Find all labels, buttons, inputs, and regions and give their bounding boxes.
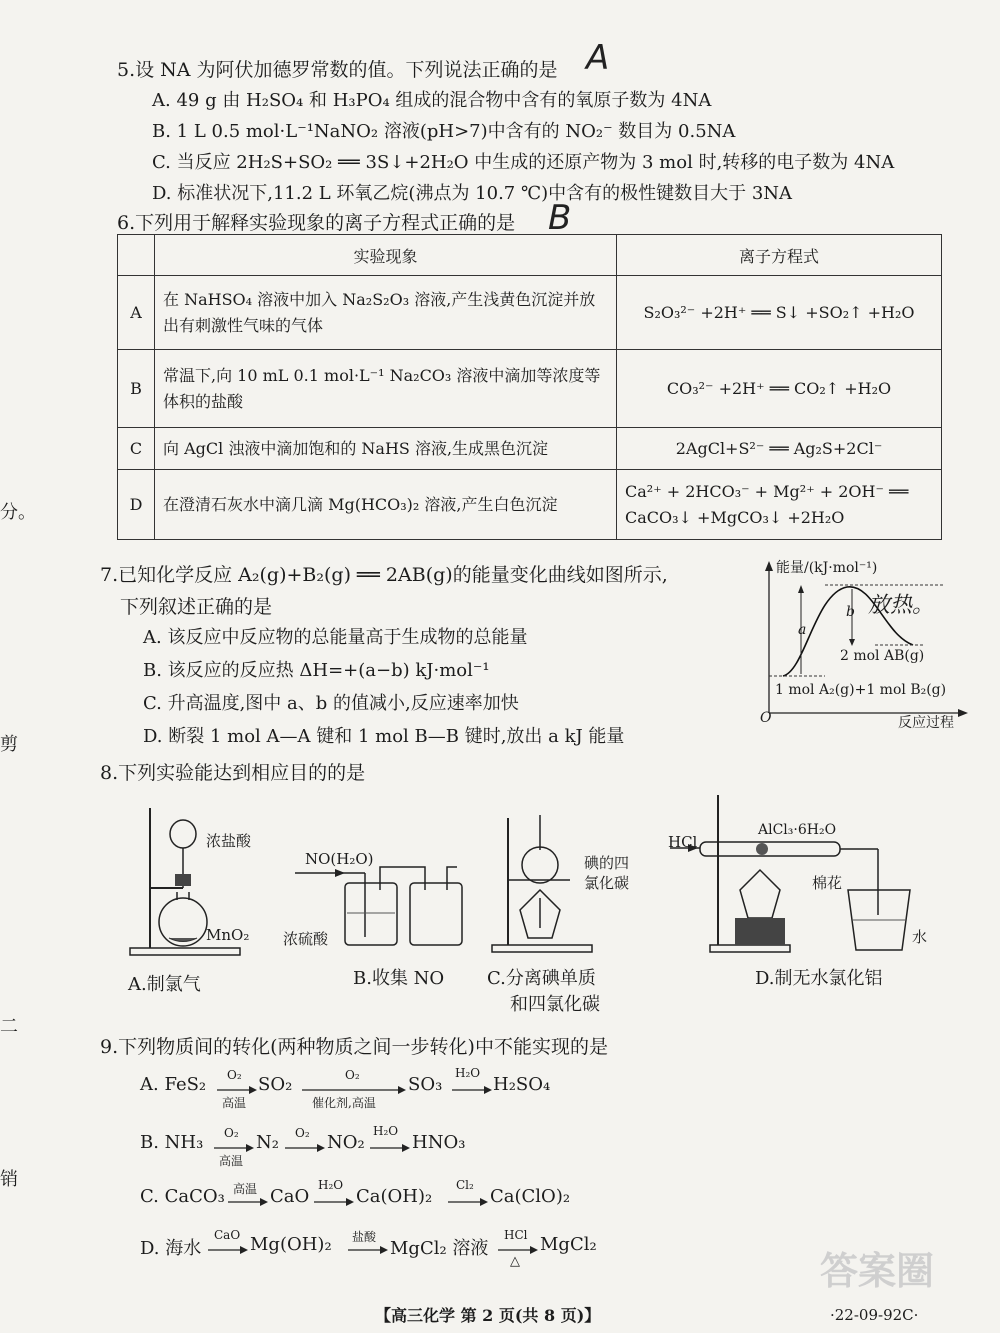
graph-xlabel: 反应过程: [898, 715, 954, 731]
stand-base: [130, 948, 240, 955]
graph-ylabel: 能量/(kJ·mol⁻¹): [776, 560, 878, 576]
q9-a-o3: H₂O: [455, 1066, 481, 1080]
exam-code: ·22-09-92C·: [830, 1306, 919, 1324]
q9-a-p2: SO₂: [258, 1074, 293, 1095]
graph-label-a: a: [798, 622, 807, 638]
row-equation: S₂O₃²⁻ +2H⁺ ══ S↓ +SO₂↑ +H₂O: [617, 276, 942, 350]
q9-a-u2: 催化剂,高温: [312, 1096, 376, 1110]
q9-a-p3: SO₃: [408, 1074, 443, 1095]
y-axis-arrow: [765, 561, 773, 571]
q9-d-o1: CaO: [214, 1228, 241, 1242]
q9-c-p4: Ca(ClO)₂: [490, 1186, 571, 1207]
d-label-water: 水: [912, 928, 928, 946]
a-caption: A.制氯气: [128, 974, 201, 995]
graph-handwritten-note: 放热。: [868, 593, 935, 618]
q8-stem: 8.下列实验能达到相应目的的是: [100, 762, 366, 784]
c-caption-line1: C.分离碘单质: [487, 968, 596, 989]
arrow-icon: [448, 1198, 488, 1206]
q9-b-p3: NO₂: [327, 1132, 365, 1153]
arrow-icon: [498, 1246, 538, 1254]
arrow-icon: [217, 1086, 257, 1094]
row-phenomenon: 常温下,向 10 mL 0.1 mol·L⁻¹ Na₂CO₃ 溶液中滴加等浓度等体积的盐酸: [155, 350, 617, 428]
q9-a-p1: A. FeS₂: [140, 1074, 207, 1095]
stand-base: [492, 945, 592, 952]
q9-b-p1: B. NH₃: [140, 1132, 204, 1153]
q9-a-p4: H₂SO₄: [493, 1074, 551, 1095]
margin-fragment-1: 分。: [0, 502, 36, 523]
q5-option-c: C. 当反应 2H₂S+SO₂ ══ 3S↓+2H₂O 中生成的还原产物为 3 mol 时,转移的电子数为 4NA: [152, 152, 895, 173]
d-label-cotton: 棉花: [812, 874, 843, 892]
graph-label-b: b: [846, 604, 855, 620]
arrow-icon: [370, 1144, 410, 1152]
page-footer: 【高三化学 第 2 页(共 8 页)】: [375, 1306, 601, 1325]
q9-d-p3: MgCl₂ 溶液: [390, 1238, 489, 1259]
q7-option-b: B. 该反应的反应热 ΔH=+(a−b) kJ·mol⁻¹: [143, 660, 490, 681]
row-label: C: [118, 428, 155, 470]
a-label-hcl: 浓盐酸: [206, 832, 252, 850]
stopper: [175, 874, 191, 886]
q7-stem-line1: 7.已知化学反应 A₂(g)+B₂(g) ══ 2AB(g)的能量变化曲线如图所示,: [100, 564, 668, 586]
dropping-funnel: [170, 820, 196, 848]
q7-stem-line2: 下列叙述正确的是: [120, 596, 273, 618]
lamp-block: [735, 918, 785, 945]
b-caption: B.收集 NO: [353, 968, 445, 989]
header-blank: [118, 235, 155, 276]
margin-fragment-2: 剪: [0, 734, 18, 755]
arrow-a-head: [798, 585, 804, 593]
c-caption-line2: 和四氯化碳: [510, 994, 600, 1015]
q9-d-o2: 盐酸: [352, 1230, 377, 1244]
q9-d-o3: HCl: [504, 1228, 528, 1242]
q9-d-p2: Mg(OH)₂: [250, 1234, 332, 1255]
stand-base: [710, 945, 790, 952]
q9-b-p2: N₂: [256, 1132, 279, 1153]
arrow-icon: [214, 1144, 254, 1152]
row-label: A: [118, 276, 155, 350]
apparatus-d-anhydrous-alcl3: [670, 790, 920, 955]
d-caption: D.制无水氯化铝: [755, 968, 883, 989]
flow-arrow: [335, 869, 345, 877]
x-axis-arrow: [958, 709, 968, 717]
mno2-solid: [169, 938, 197, 942]
q7-option-c: C. 升高温度,图中 a、b 的值减小,反应速率加快: [143, 693, 519, 714]
q5-stem: 5.设 NA 为阿伏加德罗常数的值。下列说法正确的是: [117, 59, 558, 81]
row-equation: Ca²⁺ + 2HCO₃⁻ + Mg²⁺ + 2OH⁻ ══ CaCO₃↓ +MgCO₃↓ +2H₂O: [617, 470, 942, 540]
margin-fragment-4: 销: [0, 1169, 18, 1190]
row-label: D: [118, 470, 155, 540]
graph-product-label: 2 mol AB(g): [840, 648, 925, 664]
connecting-tube: [380, 867, 425, 890]
watermark-logo: 答案圈: [820, 1248, 935, 1293]
q6-stem: 6.下列用于解释实验现象的离子方程式正确的是: [117, 212, 516, 234]
q9-b-o2: O₂: [295, 1126, 310, 1140]
q9-b-p4: HNO₃: [412, 1132, 466, 1153]
b-label-gas: NO(H₂O): [305, 850, 374, 868]
q5-option-b: B. 1 L 0.5 mol·L⁻¹NaNO₂ 溶液(pH>7)中含有的 NO₂⁻ 数目为 0.5NA: [152, 121, 736, 142]
table-row: [118, 470, 942, 540]
table-row: [118, 428, 942, 470]
bottle-1: [345, 883, 397, 945]
reaction-tube: [700, 842, 840, 856]
q5-option-a: A. 49 g 由 H₂SO₄ 和 H₃PO₄ 组成的混合物中含有的氧原子数为 4NA: [152, 90, 712, 111]
graph-origin: O: [760, 710, 772, 726]
c-label-1: 碘的四: [584, 854, 630, 872]
row-equation: 2AgCl+S²⁻ ══ Ag₂S+2Cl⁻: [617, 428, 942, 470]
q9-c-o2: H₂O: [318, 1178, 344, 1192]
q9-c-p1: C. CaCO₃: [140, 1186, 225, 1207]
row-equation: CO₃²⁻ +2H⁺ ══ CO₂↑ +H₂O: [617, 350, 942, 428]
q9-a-u1: 高温: [222, 1096, 247, 1110]
distilling-flask: [522, 847, 558, 883]
header-phenomenon: 实验现象: [155, 235, 617, 276]
q6-header-row: [118, 235, 942, 276]
table-row: [118, 276, 942, 350]
row-phenomenon: 在澄清石灰水中滴几滴 Mg(HCO₃)₂ 溶液,产生白色沉淀: [155, 470, 617, 540]
header-equation: 离子方程式: [617, 235, 942, 276]
c-label-2: 氯化碳: [584, 874, 630, 892]
arrow-icon: [285, 1144, 325, 1152]
row-phenomenon: 在 NaHSO₄ 溶液中加入 Na₂S₂O₃ 溶液,产生浅黄色沉淀并放出有刺激性气味的气体: [155, 276, 617, 350]
q9-stem: 9.下列物质间的转化(两种物质之间一步转化)中不能实现的是: [100, 1036, 608, 1058]
q9-d-p4: MgCl₂: [540, 1234, 597, 1255]
q5-handwritten-answer: A: [586, 38, 610, 78]
solid-sample: [756, 843, 768, 855]
q9-c-p3: Ca(OH)₂: [356, 1186, 433, 1207]
q7-option-d: D. 断裂 1 mol A—A 键和 1 mol B—B 键时,放出 a kJ 能量: [143, 726, 625, 747]
q9-d-p1: D. 海水: [140, 1238, 202, 1259]
q9-a-o2: O₂: [345, 1068, 360, 1082]
arrow-icon: [348, 1246, 388, 1254]
q9-b-o1: O₂: [224, 1126, 239, 1140]
q5-option-d: D. 标准状况下,11.2 L 环氧乙烷(沸点为 10.7 ℃)中含有的极性键数目大于 3NA: [152, 183, 793, 204]
q9-a-o1: O₂: [227, 1068, 242, 1082]
q6-table: [117, 234, 942, 540]
arrow-icon: [452, 1086, 492, 1094]
arrow-icon: [208, 1246, 248, 1254]
arrow-icon: [314, 1198, 354, 1206]
arrow-b-head: [849, 639, 855, 646]
q9-c-o1: 高温: [233, 1182, 258, 1196]
q6-handwritten-answer: B: [548, 198, 572, 238]
q9-b-o3: H₂O: [373, 1124, 399, 1138]
margin-fragment-3: 二: [0, 1016, 18, 1037]
q9-c-p2: CaO: [270, 1186, 310, 1207]
row-label: B: [118, 350, 155, 428]
arrow-icon: [228, 1198, 268, 1206]
row-phenomenon: 向 AgCl 浊液中滴加饱和的 NaHS 溶液,生成黑色沉淀: [155, 428, 617, 470]
table-row: [118, 350, 942, 428]
a-label-mno2: MnO₂: [206, 926, 250, 944]
arrow-icon: [302, 1086, 406, 1094]
q9-d-u3: △: [510, 1254, 520, 1269]
b-label-acid: 浓硫酸: [283, 930, 329, 948]
d-label-hcl: HCl: [668, 833, 698, 851]
d-label-alcl3: AlCl₃·6H₂O: [758, 822, 837, 838]
q7-energy-diagram: [755, 555, 975, 730]
alcohol-lamp: [740, 870, 780, 918]
outlet-tube: [447, 867, 457, 890]
graph-reactant-label: 1 mol A₂(g)+1 mol B₂(g): [775, 682, 947, 698]
q7-option-a: A. 该反应中反应物的总能量高于生成物的总能量: [143, 627, 528, 648]
q9-c-o3: Cl₂: [456, 1178, 474, 1192]
q9-b-u1: 高温: [219, 1154, 244, 1168]
bottle-2: [410, 883, 462, 945]
